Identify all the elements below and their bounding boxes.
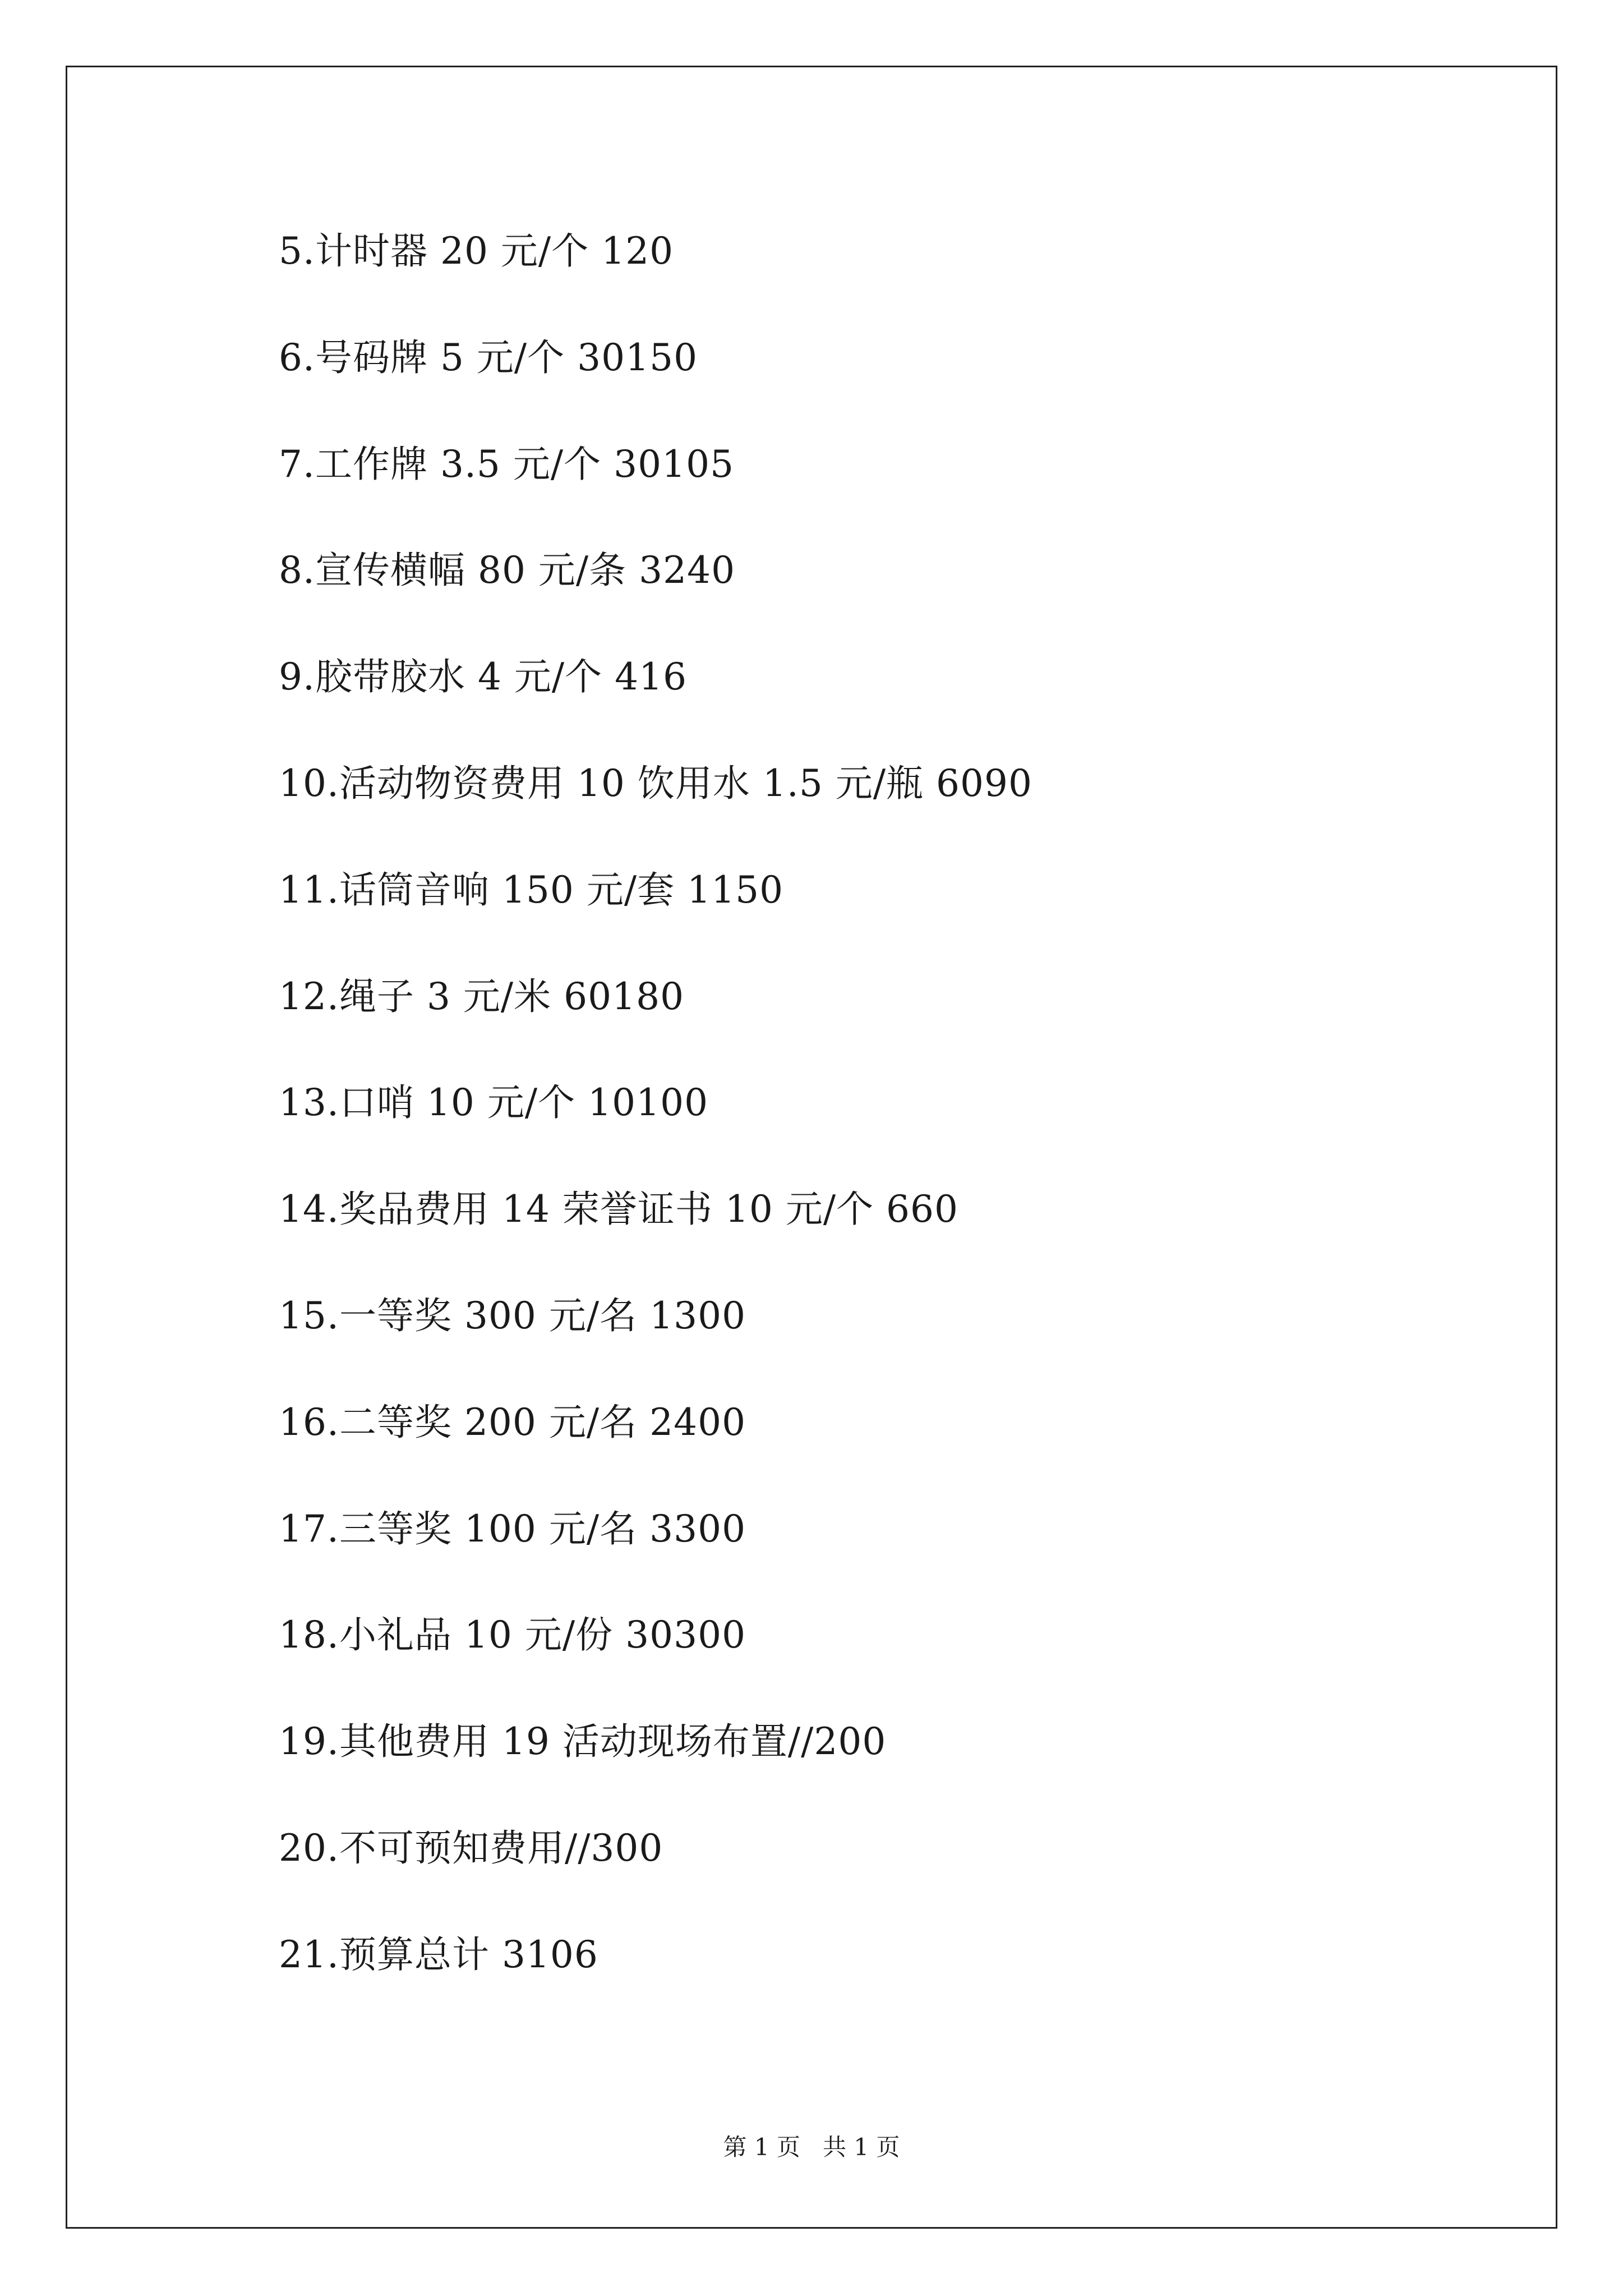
list-item: 13.口哨 10 元/个 10100 [279, 1081, 709, 1125]
list-item: 9.胶带胶水 4 元/个 416 [279, 655, 688, 699]
list-item: 15.一等奖 300 元/名 1300 [279, 1294, 746, 1337]
list-item: 17.三等奖 100 元/名 3300 [279, 1507, 746, 1550]
list-item: 6.号码牌 5 元/个 30150 [279, 335, 698, 379]
budget-item-list [279, 220, 1032, 2031]
list-item: 10.活动物资费用 10 饮用水 1.5 元/瓶 6090 [279, 761, 1033, 805]
list-item: 20.不可预知费用//300 [279, 1826, 663, 1870]
page-footer: 第 1 页 共 1 页 [723, 2133, 900, 2161]
list-item: 19.其他费用 19 活动现场布置//200 [279, 1720, 887, 1764]
list-item: 5.计时器 20 元/个 120 [279, 229, 674, 273]
list-item: 21.预算总计 3106 [279, 1932, 598, 1976]
list-item: 11.话筒音响 150 元/套 1150 [279, 868, 784, 912]
list-item: 14.奖品费用 14 荣誉证书 10 元/个 660 [279, 1188, 959, 1231]
list-item: 16.二等奖 200 元/名 2400 [279, 1400, 746, 1444]
list-item: 18.小礼品 10 元/份 30300 [279, 1613, 746, 1657]
list-item: 8.宣传横幅 80 元/条 3240 [279, 549, 736, 592]
list-item: 7.工作牌 3.5 元/个 30105 [279, 442, 735, 486]
list-item: 12.绳子 3 元/米 60180 [279, 974, 685, 1018]
